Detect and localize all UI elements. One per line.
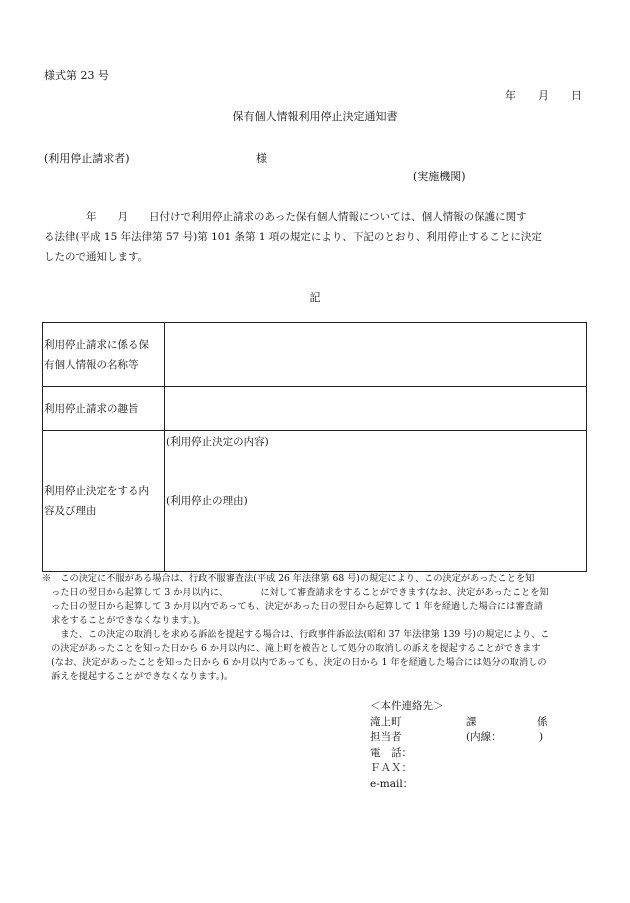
- body-line: る法律(平成 15 年法律第 57 号)第 101 条第 1 項の規定により、下記のとおり、利用停止することに決定: [44, 231, 542, 243]
- contact-email-label: e-mail：: [370, 777, 414, 790]
- note-line: また、この決定の取消しを求める訴訟を提起する場合は、行政事件訴訟法(昭和 37 年法律第 139 号)の規定により、こ: [42, 629, 550, 640]
- contact-unit: 係: [537, 715, 548, 728]
- date-line: [505, 87, 582, 103]
- agency-label: (実施機関): [413, 170, 466, 183]
- note-line: った日の翌日から起算して 3 か月以内であっても、決定があった日の翌日から起算して 1 年を経過した場合には審査請: [42, 601, 543, 612]
- decision-content-label: (利用停止決定の内容): [166, 436, 269, 448]
- note-line: の決定があったことを知った日から 6 か月以内に、滝上町を被告として処分の取消しの訴えを提起することができます: [42, 643, 541, 654]
- contact-extension-label: (内線：: [466, 731, 502, 743]
- body-line: したので通知します。: [44, 251, 149, 263]
- note-line: 求をすることができなくなります。)。: [42, 615, 206, 626]
- note-line: った日の翌日から起算して 3 か月以内に、 に対して審査請求をすることができます(なお、決定があったことを知: [42, 587, 549, 598]
- table-row: [43, 431, 587, 572]
- row-value-decision: [165, 431, 587, 572]
- note-line: (なお、決定があったことを知った日から 6 か月以内であっても、決定の日から 1 年を経過した場合には処分の取消しの: [42, 657, 547, 668]
- ki-heading: 記: [309, 291, 321, 304]
- contact-town: 滝上町: [370, 715, 402, 728]
- month-label: 月: [538, 89, 549, 102]
- contact-extension-close: ): [539, 731, 544, 743]
- decision-table: [42, 322, 587, 572]
- notice-body: [44, 207, 591, 267]
- row1-label-line1: 利用停止請求に係る保: [44, 338, 149, 351]
- contact-person-label: 担当者: [370, 731, 402, 743]
- appeal-note: [42, 572, 590, 684]
- contact-heading: ＜本件連絡先＞: [370, 700, 444, 712]
- form-number: 様式第 23 号: [44, 69, 109, 82]
- note-line: ※ この決定に不服がある場合は、行政不服審査法(平成 26 年法律第 68 号)の規定により、この決定があったことを知: [42, 573, 535, 584]
- row-value-request-purpose: [165, 387, 587, 431]
- requester-label: (利用停止請求者): [44, 152, 130, 165]
- row3-label-line2: 容及び理由: [44, 505, 97, 517]
- year-label: 年: [505, 89, 516, 102]
- row-label-request-purpose: [43, 387, 165, 431]
- row-value-target-info: [165, 323, 587, 387]
- row-label-decision: [43, 431, 165, 572]
- table-row: [43, 387, 587, 431]
- day-label: 日: [571, 89, 582, 102]
- row2-label: 利用停止請求の趣旨: [44, 402, 139, 415]
- row-label-target-info: [43, 323, 165, 387]
- row3-label-line1: 利用停止決定をする内: [44, 485, 149, 497]
- note-line: 訴えを提起することができなくなります。)。: [42, 671, 234, 682]
- row1-label-line2: 有個人情報の名称等: [44, 358, 139, 371]
- contact-section: 課: [466, 715, 477, 728]
- decision-reason-label: (利用停止の理由): [166, 495, 248, 507]
- table-row: [43, 323, 587, 387]
- contact-phone-label: 電 話：: [370, 746, 412, 759]
- contact-fax-label: ＦＡＸ：: [370, 762, 412, 774]
- body-line: 年 月 日付けで利用停止請求のあった保有個人情報については、個人情報の保護に関す: [44, 211, 527, 223]
- document-title: 保有個人情報利用停止決定通知書: [232, 110, 398, 123]
- honorific-sama: 様: [256, 152, 267, 165]
